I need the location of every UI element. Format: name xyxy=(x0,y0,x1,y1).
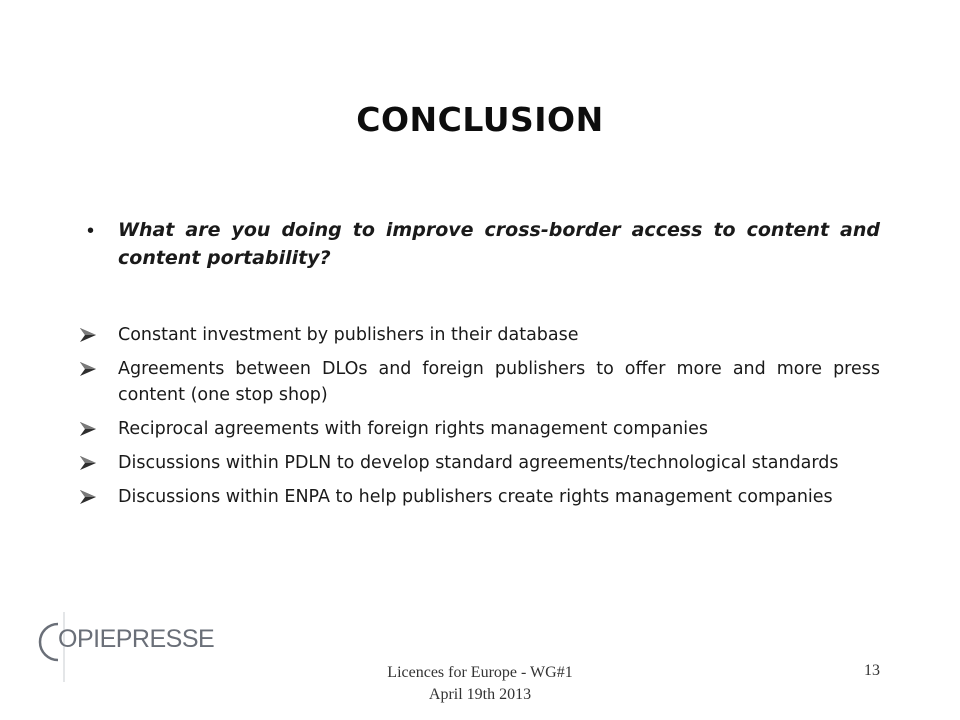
question-text: What are you doing to improve cross-border access to content and content portability? xyxy=(118,219,880,269)
arrow-bullet-icon xyxy=(80,362,96,376)
list-item xyxy=(80,356,880,408)
list-item xyxy=(80,416,880,442)
arrow-bullet-icon xyxy=(80,456,96,470)
bullet-dot-icon: • xyxy=(87,220,95,242)
list-item-text: Reciprocal agreements with foreign rights management companies xyxy=(118,419,709,439)
footer-line1: Licences for Europe - WG#1 xyxy=(387,664,573,681)
list-item-text: Discussions within ENPA to help publishers create rights management companies xyxy=(118,487,833,507)
list-item-text: Constant investment by publishers in their database xyxy=(118,325,579,345)
list-item xyxy=(80,484,880,510)
slide-title: CONCLUSION xyxy=(356,100,604,139)
page-number: 13 xyxy=(864,662,880,679)
logo-text: OPIEPRESSE xyxy=(58,625,215,653)
arrow-bullet-icon xyxy=(80,422,96,436)
arrow-bullet-icon xyxy=(80,328,96,342)
list-item-text: Agreements between DLOs and foreign publishers to offer more and more press content (one stop shop) xyxy=(118,359,880,405)
list-item xyxy=(80,322,880,348)
arrow-bullet-icon xyxy=(80,490,96,504)
list-item xyxy=(80,450,880,476)
list-item-text: Discussions within PDLN to develop standard agreements/technological standards xyxy=(118,453,839,473)
bullet-list xyxy=(80,322,880,518)
footer xyxy=(330,662,630,706)
footer-line2: April 19th 2013 xyxy=(428,686,532,703)
